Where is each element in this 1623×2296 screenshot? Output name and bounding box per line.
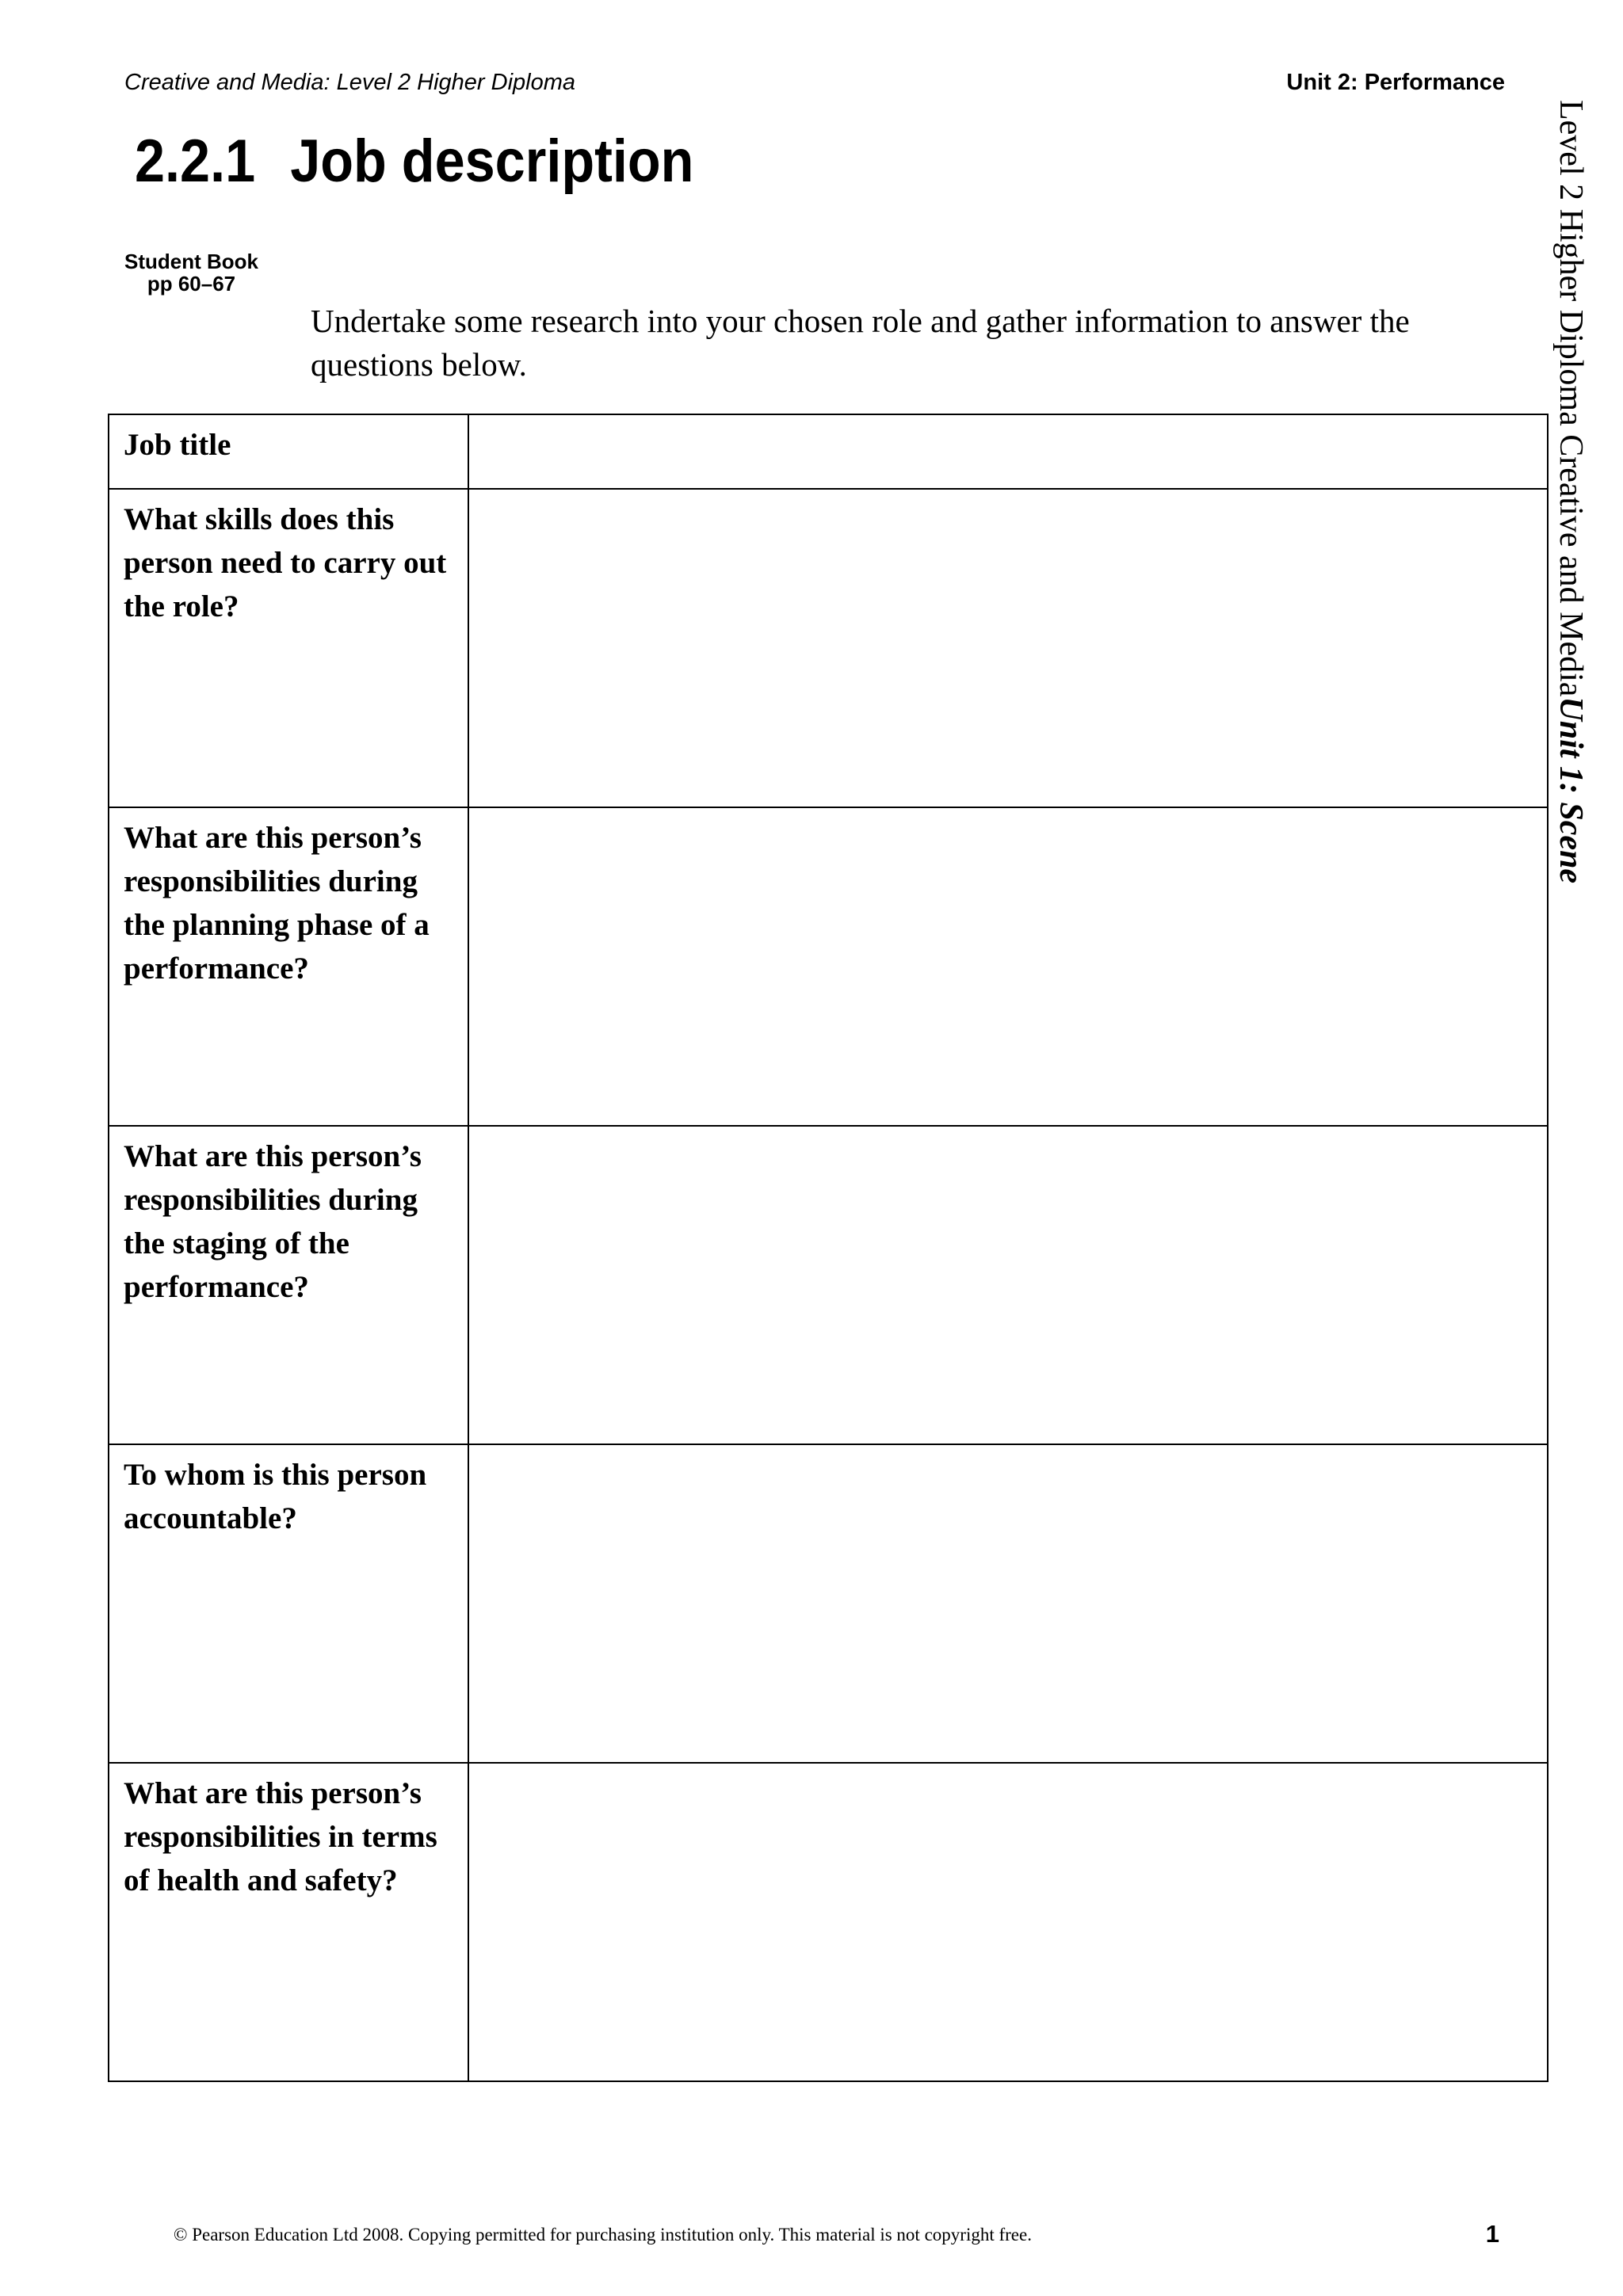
page-number: 1 xyxy=(1485,2220,1499,2248)
question-cell: What are this person’s responsibilities during the staging of the performance? xyxy=(109,1126,468,1444)
page-title xyxy=(135,127,693,196)
vertical-side-text xyxy=(1552,100,1590,883)
answer-cell[interactable] xyxy=(468,1763,1548,2081)
table-row xyxy=(109,489,1548,807)
instructions-text: Undertake some research into your chosen role and gather information to answer the questions below. xyxy=(311,303,1410,383)
question-cell: To whom is this person accountable? xyxy=(109,1444,468,1763)
answer-cell[interactable] xyxy=(468,807,1548,1126)
student-book-label: Student Book xyxy=(124,250,258,273)
answer-cell[interactable] xyxy=(468,1444,1548,1763)
table-row xyxy=(109,807,1548,1126)
section-number: 2.2.1 xyxy=(135,128,256,195)
running-header-left: Creative and Media: Level 2 Higher Diploma xyxy=(124,70,576,95)
running-header-right: Unit 2: Performance xyxy=(1286,70,1505,95)
student-book-reference xyxy=(124,250,258,295)
side-text-unit: Unit 1: Scene xyxy=(1552,696,1589,884)
question-cell: What are this person’s responsibilities in terms of health and safety? xyxy=(109,1763,468,2081)
section-title: Job description xyxy=(290,128,694,195)
question-cell: What skills does this person need to carry out the role? xyxy=(109,489,468,807)
answer-cell[interactable] xyxy=(468,1126,1548,1444)
side-text-regular: Level 2 Higher Diploma Creative and Media xyxy=(1552,100,1589,697)
copyright-footer: © Pearson Education Ltd 2008. Copying permitted for purchasing institution only. This material is not copyright free. xyxy=(174,2225,1032,2245)
question-cell: Job title xyxy=(109,414,468,489)
question-cell: What are this person’s responsibilities during the planning phase of a performance? xyxy=(109,807,468,1126)
job-description-table xyxy=(108,414,1549,2082)
student-book-pages: pp 60–67 xyxy=(147,272,236,296)
table-row xyxy=(109,1126,1548,1444)
table-row xyxy=(109,414,1548,489)
table-row xyxy=(109,1444,1548,1763)
answer-cell[interactable] xyxy=(468,414,1548,489)
answer-cell[interactable] xyxy=(468,489,1548,807)
table-row xyxy=(109,1763,1548,2081)
